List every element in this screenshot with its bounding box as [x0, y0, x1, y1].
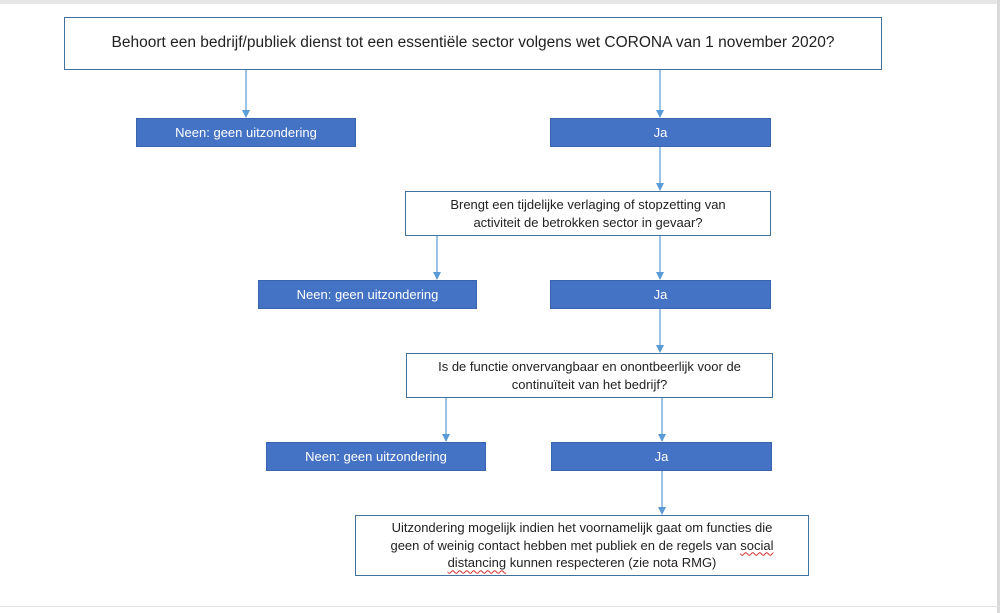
result-line-3-distancing: distancing	[447, 555, 507, 571]
question-activity-reduction-line1: Brengt een tijdelijke verlaging of stopzetting van	[450, 196, 726, 212]
answer-no-exception-3	[266, 442, 486, 471]
result-line-2-start: geen of weinig contact hebben met publiek en de regels van	[390, 537, 741, 553]
question-function-irreplaceable	[406, 353, 773, 398]
question-activity-reduction-line2: activiteit de betrokken sector in gevaar?	[473, 214, 703, 230]
answer-no-exception-2	[258, 280, 477, 309]
result-line-2-social: social	[740, 537, 774, 553]
answer-yes-1	[550, 118, 771, 147]
answer-no-exception-2-label: Neen: geen uitzondering	[296, 287, 439, 302]
result-line-3-end: kunnen respecteren (zie nota RMG)	[506, 555, 717, 571]
answer-yes-2-label: Ja	[653, 287, 668, 302]
answer-yes-3	[551, 442, 772, 471]
question-function-irreplaceable-line1: Is de functie onvervangbaar en onontbeerlijk voor de	[438, 358, 741, 374]
result-line-1: Uitzondering mogelijk indien het voornamelijk gaat om functies die	[391, 520, 773, 536]
answer-no-exception-1	[136, 118, 356, 147]
answer-yes-3-label: Ja	[654, 449, 669, 464]
question-function-irreplaceable-line2: continuïteit van het bedrijf?	[511, 376, 668, 392]
answer-no-exception-3-label: Neen: geen uitzondering	[305, 449, 447, 464]
result-exception-possible	[355, 515, 809, 576]
question-essential-sector	[64, 17, 882, 70]
answer-no-exception-1-label: Neen: geen uitzondering	[175, 125, 317, 140]
result-line-3	[448, 554, 717, 572]
result-line-2	[390, 537, 773, 555]
answer-yes-2	[550, 280, 771, 309]
question-essential-sector-text: Behoort een bedrijf/publiek dienst tot een essentiële sector volgens wet CORONA van 1 november 2020?	[111, 34, 835, 52]
question-activity-reduction	[405, 191, 771, 236]
answer-yes-1-label: Ja	[653, 125, 668, 140]
